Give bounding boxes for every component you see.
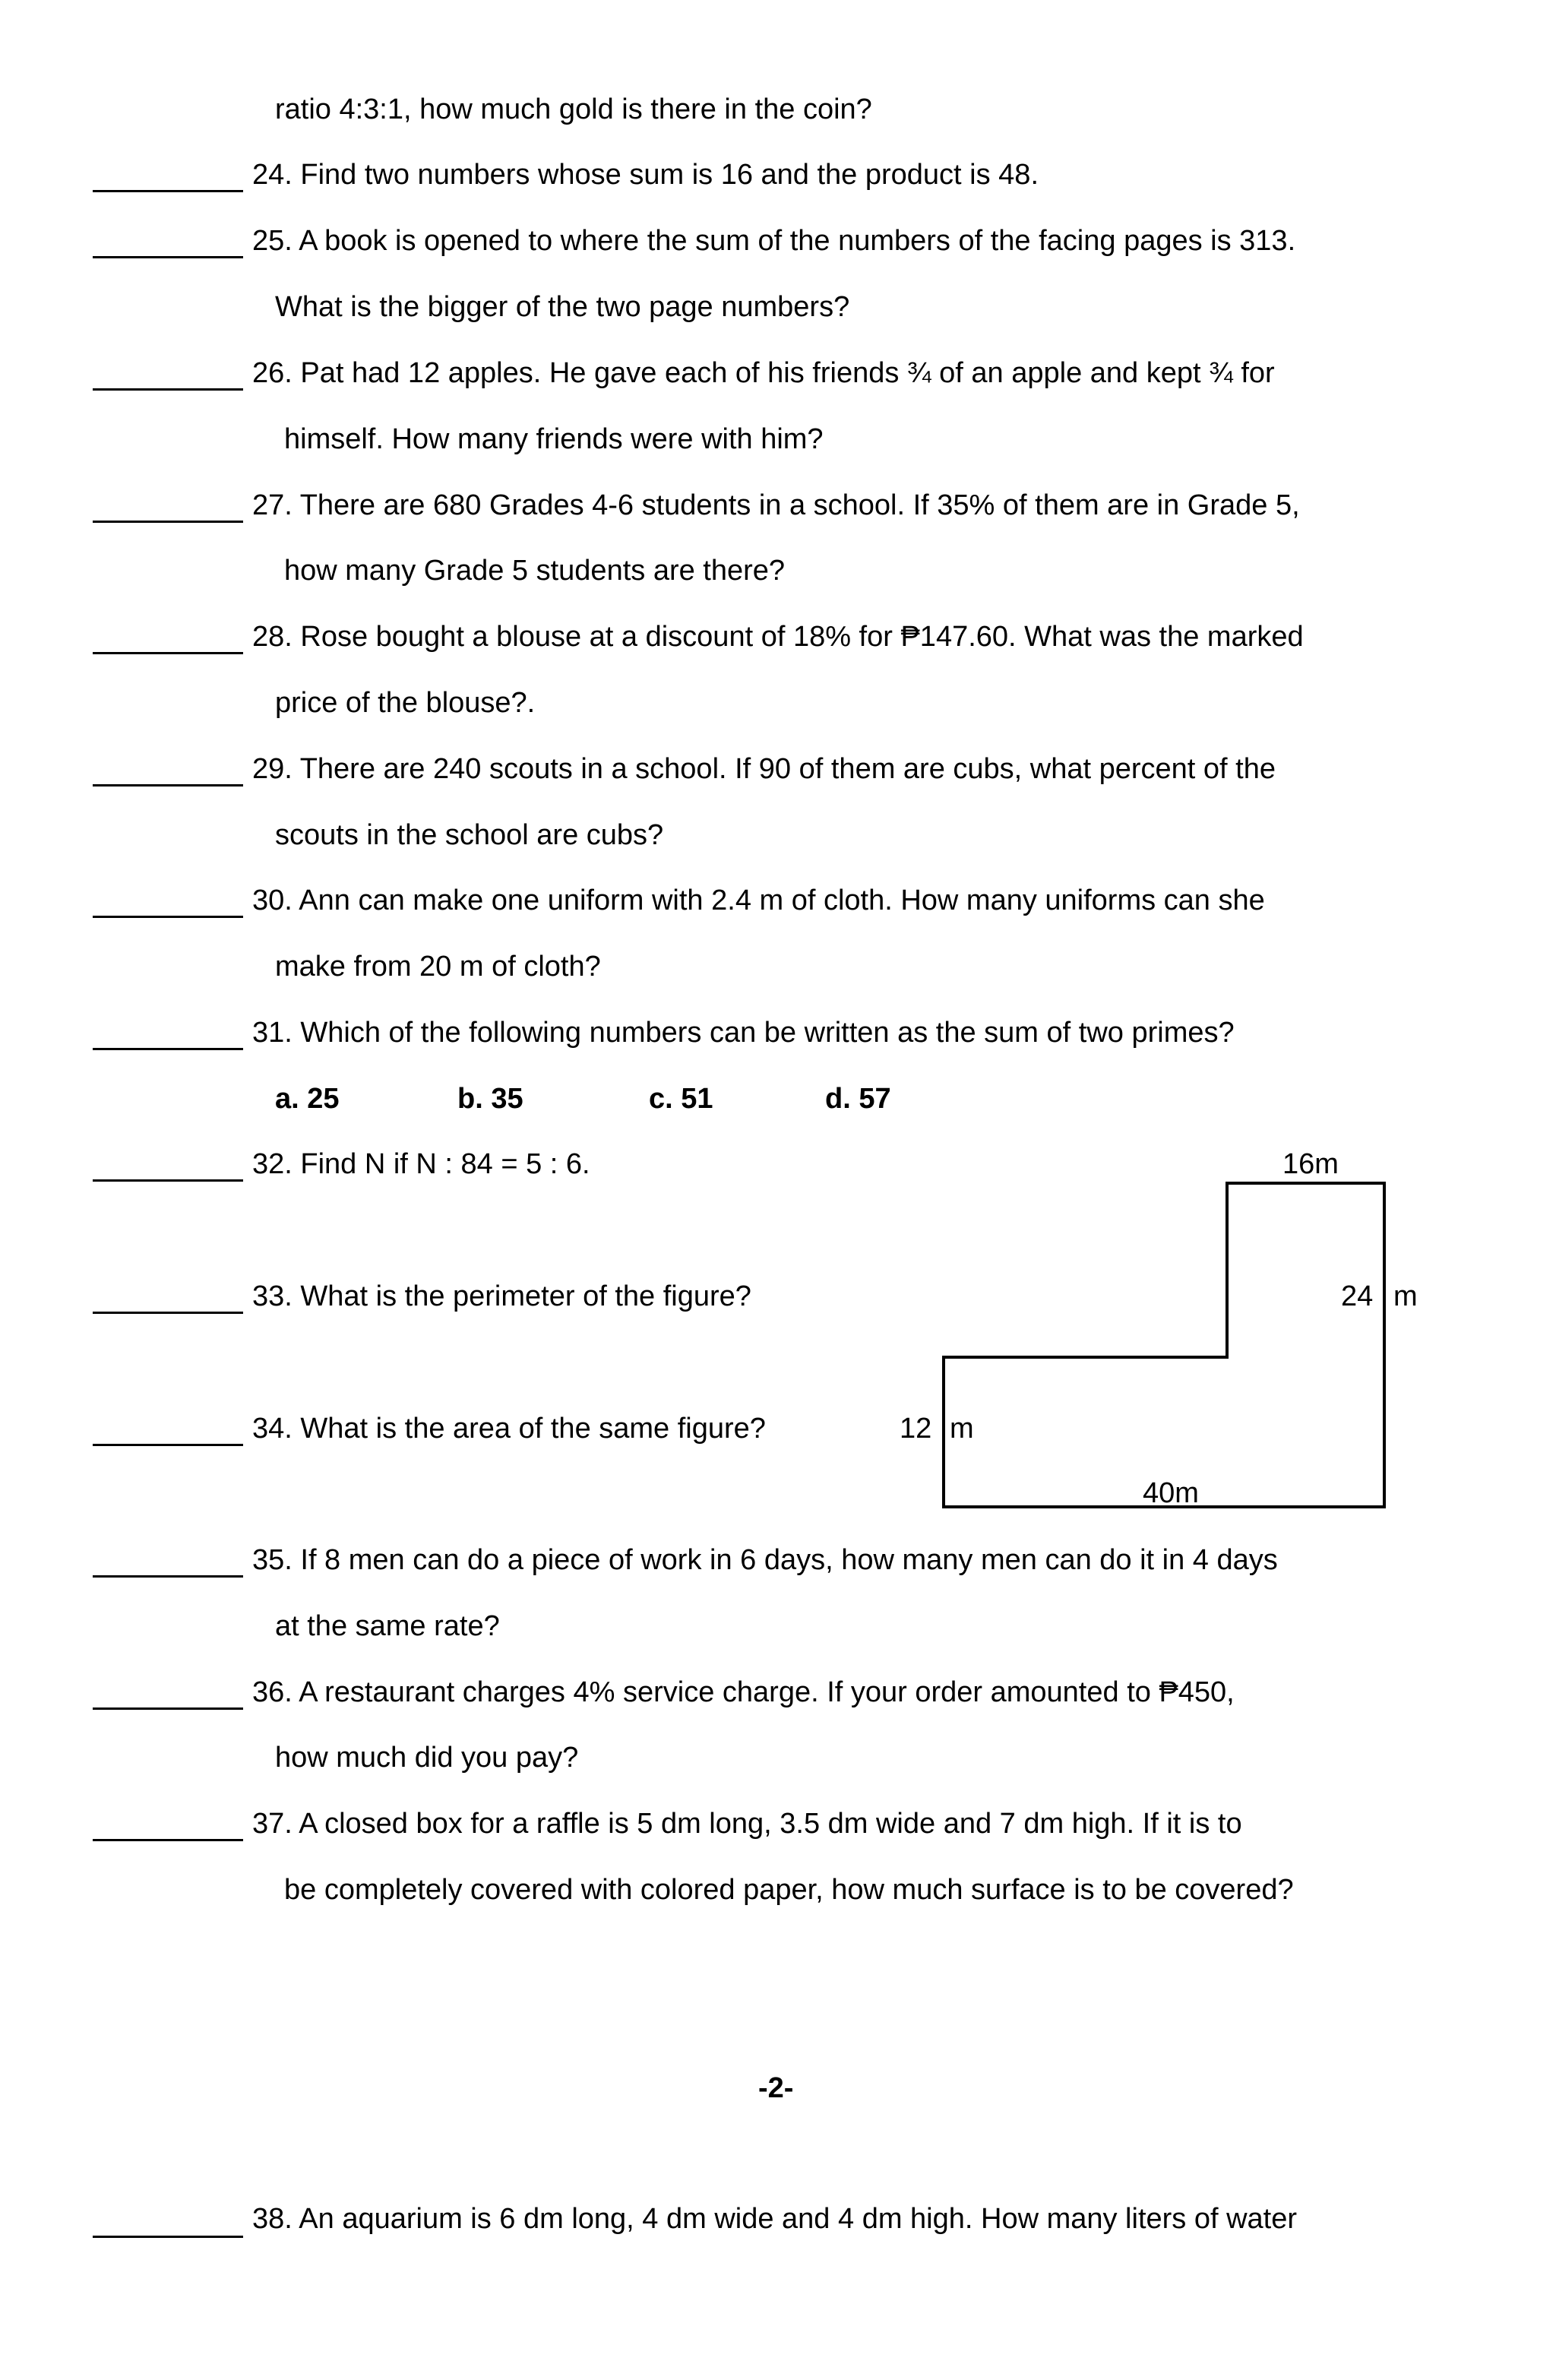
answer-blank-35[interactable] <box>93 1575 243 1578</box>
q29-text-cont: scouts in the school are cubs? <box>275 819 664 851</box>
q30-text: 30. Ann can make one uniform with 2.4 m of cloth. How many uniforms can she <box>252 885 1265 916</box>
answer-blank-36[interactable] <box>93 1707 243 1710</box>
q23-text-cont: ratio 4:3:1, how much gold is there in the coin? <box>275 93 872 125</box>
q33-text: 33. What is the perimeter of the figure? <box>252 1280 751 1312</box>
answer-blank-37[interactable] <box>93 1839 243 1841</box>
q30-text-cont: make from 20 m of cloth? <box>275 951 601 983</box>
figure-label-left: 12 <box>900 1413 932 1445</box>
q37-text-cont: be completely covered with colored paper, how much surface is to be covered? <box>284 1874 1294 1906</box>
q31-choice-d: d. 57 <box>825 1083 891 1115</box>
q35-text: 35. If 8 men can do a piece of work in 6 days, how many men can do it in 4 days <box>252 1544 1278 1576</box>
q31-text: 31. Which of the following numbers can be written as the sum of two primes? <box>252 1017 1235 1049</box>
q34-text: 34. What is the area of the same figure? <box>252 1413 766 1445</box>
q25-text: 25. A book is opened to where the sum of the numbers of the facing pages is 313. <box>252 225 1296 257</box>
figure-label-left-unit: m <box>950 1413 974 1445</box>
q28-text-cont: price of the blouse?. <box>275 687 536 719</box>
answer-blank-38[interactable] <box>93 2236 243 2238</box>
q38-text: 38. An aquarium is 6 dm long, 4 dm wide and 4 dm high. How many liters of water <box>252 2203 1298 2235</box>
figure-label-right-unit: m <box>1393 1280 1418 1312</box>
figure-label-right: 24 <box>1341 1280 1374 1312</box>
q35-text-cont: at the same rate? <box>275 1610 500 1642</box>
q26-text: 26. Pat had 12 apples. He gave each of his friends ¾ of an apple and kept ¾ for <box>252 357 1275 389</box>
q36-text: 36. A restaurant charges 4% service charge. If your order amounted to ₱450, <box>252 1676 1235 1708</box>
q27-text-cont: how many Grade 5 students are there? <box>284 555 786 587</box>
figure-outline <box>944 1183 1384 1507</box>
q27-text: 27. There are 680 Grades 4-6 students in a school. If 35% of them are in Grade 5, <box>252 489 1300 521</box>
q25-text-cont: What is the bigger of the two page numbers? <box>275 291 850 323</box>
figure-label-bottom: 40m <box>1143 1477 1199 1509</box>
q36-text-cont: how much did you pay? <box>275 1742 579 1774</box>
q29-text: 29. There are 240 scouts in a school. If 90 of them are cubs, what percent of the <box>252 753 1276 785</box>
q31-choice-c: c. 51 <box>649 1083 713 1115</box>
q31-choice-b: b. 35 <box>457 1083 523 1115</box>
page-number: -2- <box>758 2072 794 2104</box>
figure-label-top: 16m <box>1282 1148 1339 1180</box>
q26-text-cont: himself. How many friends were with him? <box>284 423 824 455</box>
q31-choice-a: a. 25 <box>275 1083 340 1115</box>
q32-text: 32. Find N if N : 84 = 5 : 6. <box>252 1148 590 1180</box>
q37-text: 37. A closed box for a raffle is 5 dm long, 3.5 dm wide and 7 dm high. If it is to <box>252 1808 1242 1840</box>
q24-text: 24. Find two numbers whose sum is 16 and the product is 48. <box>252 159 1039 191</box>
q28-text: 28. Rose bought a blouse at a discount of 18% for ₱147.60. What was the marked <box>252 621 1304 653</box>
